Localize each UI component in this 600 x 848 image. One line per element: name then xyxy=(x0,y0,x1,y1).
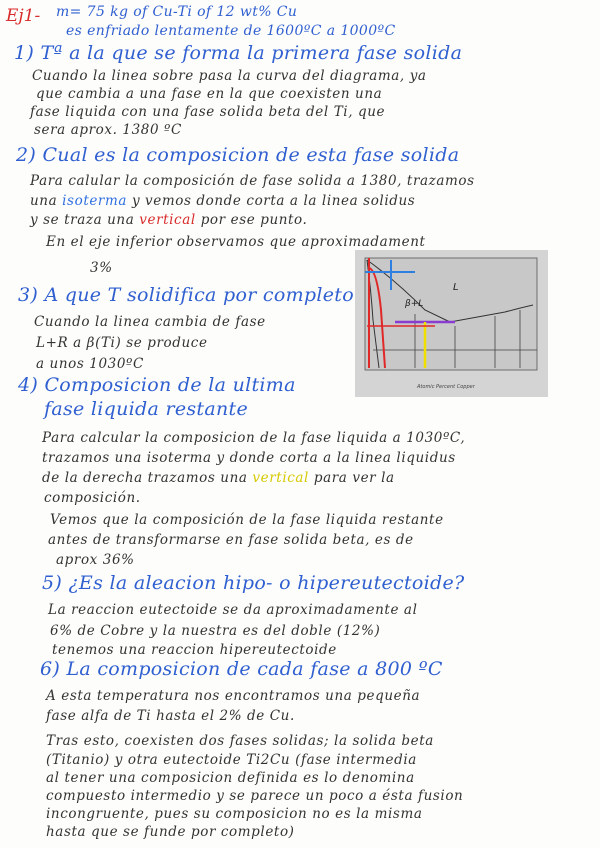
q4-line-1: Para calcular la composicion de la fase liquida a 1030ºC, xyxy=(42,430,466,446)
q2-line-5: 3% xyxy=(90,260,113,276)
q5-title: 5) ¿Es la aleacion hipo- o hipereutectoide? xyxy=(42,572,465,594)
q3-line-3: a unos 1030ºC xyxy=(36,356,144,372)
q2-line-1: Para calular la composición de fase solida a 1380, trazamos xyxy=(30,173,475,189)
highlighted-word: vertical xyxy=(252,470,309,486)
q6-line-3: Tras esto, coexisten dos fases solidas; la solida beta xyxy=(46,733,434,749)
q1-line-3: fase liquida con una fase solida beta del Ti, que xyxy=(30,104,386,120)
q3-title: 3) A que T solidifica por completo xyxy=(18,284,354,306)
q1-title: 1) Tª a la que se forma la primera fase solida xyxy=(14,42,463,64)
q2-line-3: y se traza una vertical por ese punto. xyxy=(30,212,308,228)
q4-title-line-1: 4) Composicion de la ultima xyxy=(18,374,296,396)
q4-title-line-2: fase liquida restante xyxy=(44,398,249,420)
header-line-1: m= 75 kg of Cu-Ti of 12 wt% Cu xyxy=(56,4,298,20)
exercise-label: Ej1- xyxy=(6,6,41,26)
q4-line-2: trazamos una isoterma y donde corta a la linea liquidus xyxy=(42,450,456,466)
q4-line-5: Vemos que la composición de la fase liquida restante xyxy=(50,512,444,528)
q6-line-1: A esta temperatura nos encontramos una pequeña xyxy=(46,688,421,704)
q6-line-7: incongruente, pues su composicion no es la misma xyxy=(46,806,423,822)
q4-line-7: aprox 36% xyxy=(56,552,135,568)
q1-line-1: Cuando la linea sobre pasa la curva del diagrama, ya xyxy=(32,68,427,84)
figure-x-axis-title: Atomic Percent Copper xyxy=(417,384,475,390)
q6-title: 6) La composicion de cada fase a 800 ºC xyxy=(40,658,443,680)
highlighted-word: isoterma xyxy=(62,193,128,209)
q3-line-2: L+R a β(Ti) se produce xyxy=(36,335,208,351)
q6-line-6: compuesto intermedio y se parece un poco a ésta fusion xyxy=(46,788,464,804)
q3-line-1: Cuando la linea cambia de fase xyxy=(34,314,266,330)
q1-line-4: sera aprox. 1380 ºC xyxy=(34,122,182,138)
q5-line-3: tenemos una reaccion hipereutectoide xyxy=(52,642,337,658)
q2-title: 2) Cual es la composicion de esta fase solida xyxy=(16,144,460,166)
q4-line-3: de la derecha trazamos una vertical para ver la xyxy=(42,470,395,486)
figure-region-l: L xyxy=(453,282,459,293)
header-line-2: es enfriado lentamente de 1600ºC a 1000ºC xyxy=(66,23,396,39)
q5-line-1: La reaccion eutectoide se da aproximadamente al xyxy=(48,602,418,618)
phase-diagram-figure xyxy=(355,250,548,397)
q4-line-6: antes de transformarse en fase solida beta, es de xyxy=(48,532,414,548)
q1-line-2: que cambia a una fase en la que coexisten una xyxy=(36,86,383,102)
q6-line-2: fase alfa de Ti hasta el 2% de Cu. xyxy=(46,708,295,724)
q6-line-8: hasta que se funde por completo) xyxy=(46,824,295,840)
figure-region-beta-l: β+L xyxy=(405,299,424,309)
q6-line-5: al tener una composicion definida es lo denomina xyxy=(46,770,415,786)
q2-line-4: En el eje inferior observamos que aproximadament xyxy=(46,234,426,250)
q6-line-4: (Titanio) y otra eutectoide Ti2Cu (fase intermedia xyxy=(46,752,417,768)
q4-line-4: composición. xyxy=(44,490,141,506)
q2-line-2: una isoterma y vemos donde corta a la linea solidus xyxy=(30,193,416,209)
q5-line-2: 6% de Cobre y la nuestra es del doble (12%) xyxy=(50,623,381,639)
highlighted-word: vertical xyxy=(139,212,196,228)
